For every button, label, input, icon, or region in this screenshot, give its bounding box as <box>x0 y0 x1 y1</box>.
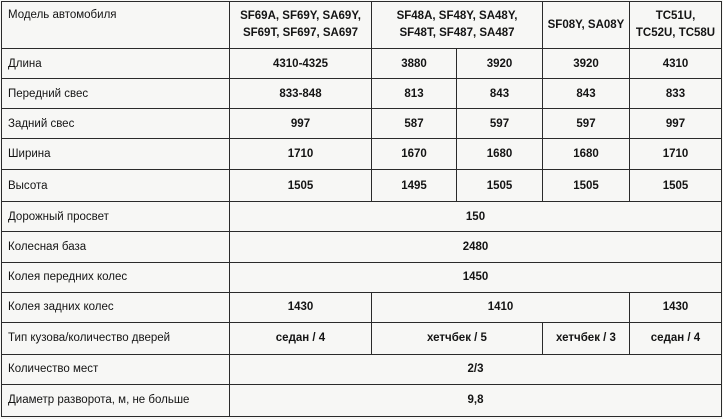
cell-value: 833 <box>630 79 722 109</box>
row-label: Высота <box>2 170 230 202</box>
cell-value: 587 <box>372 109 457 139</box>
cell-value: 1680 <box>457 139 543 170</box>
cell-value: 1410 <box>372 292 630 322</box>
cell-value: 1505 <box>543 170 630 202</box>
header-group-sf69-line1: SF69A, SF69Y, SA69Y, <box>240 10 361 23</box>
table-row-seats <box>2 354 722 384</box>
table-row-turning-diameter <box>2 384 722 416</box>
cell-value: 997 <box>230 109 372 139</box>
header-group-sf48-line2: SF48T, SF487, SA487 <box>399 27 515 40</box>
cell-value: 3920 <box>543 49 630 79</box>
header-group-tc5x <box>630 2 722 49</box>
table-row-rear-overhang <box>2 109 722 139</box>
table-row-body-type <box>2 322 722 354</box>
cell-value: 3920 <box>457 49 543 79</box>
cell-value: 1450 <box>230 262 722 292</box>
row-label: Дорожный просвет <box>2 202 230 232</box>
table-row-height <box>2 170 722 202</box>
cell-value: седан / 4 <box>630 322 722 354</box>
row-label: Диаметр разворота, м, не больше <box>2 384 230 416</box>
header-group-sf48 <box>372 2 543 49</box>
row-label: Ширина <box>2 139 230 170</box>
header-group-sf08 <box>543 2 630 49</box>
table-row-rear-track <box>2 292 722 322</box>
header-group-sf08-line1: SF08Y, SA08Y <box>547 18 625 31</box>
cell-value: 1505 <box>630 170 722 202</box>
cell-value: 843 <box>457 79 543 109</box>
row-label: Колесная база <box>2 232 230 262</box>
cell-value: 1710 <box>230 139 372 170</box>
header-group-sf48-line1: SF48A, SF48Y, SA48Y, <box>396 10 518 23</box>
cell-value: 833-848 <box>230 79 372 109</box>
cell-value: 597 <box>543 109 630 139</box>
vehicle-spec-table <box>1 1 722 417</box>
row-label: Колея задних колес <box>2 292 230 322</box>
cell-value: седан / 4 <box>230 322 372 354</box>
header-group-tc5x-line2: TC52U, TC58U <box>635 27 716 40</box>
table-row-width <box>2 139 722 170</box>
header-group-tc5x-line1: TC51U, <box>655 10 696 23</box>
table-row-ground-clearance <box>2 202 722 232</box>
cell-value: 597 <box>457 109 543 139</box>
cell-value: 2/3 <box>230 354 722 384</box>
header-model-label: Модель автомобиля <box>2 2 230 49</box>
cell-value: 813 <box>372 79 457 109</box>
cell-value: 4310-4325 <box>230 49 372 79</box>
cell-value: 843 <box>543 79 630 109</box>
row-label: Тип кузова/количество дверей <box>2 322 230 354</box>
cell-value: 1670 <box>372 139 457 170</box>
cell-value: 1505 <box>230 170 372 202</box>
table-row-wheelbase <box>2 232 722 262</box>
cell-value: 1430 <box>630 292 722 322</box>
table-row-length <box>2 49 722 79</box>
cell-value: 150 <box>230 202 722 232</box>
row-label: Колея передних колес <box>2 262 230 292</box>
cell-value: 1495 <box>372 170 457 202</box>
cell-value: 997 <box>630 109 722 139</box>
table-row-front-overhang <box>2 79 722 109</box>
cell-value: 9,8 <box>230 384 722 416</box>
row-label: Передний свес <box>2 79 230 109</box>
table-row-front-track <box>2 262 722 292</box>
row-label: Количество мест <box>2 354 230 384</box>
cell-value: 1430 <box>230 292 372 322</box>
row-label: Длина <box>2 49 230 79</box>
header-group-sf69-line2: SF69T, SF697, SA697 <box>242 27 359 40</box>
row-label: Задний свес <box>2 109 230 139</box>
cell-value: хетчбек / 3 <box>543 322 630 354</box>
cell-value: 1710 <box>630 139 722 170</box>
cell-value: 2480 <box>230 232 722 262</box>
cell-value: 1505 <box>457 170 543 202</box>
header-group-sf69 <box>230 2 372 49</box>
cell-value: 1680 <box>543 139 630 170</box>
table-header-row <box>2 2 722 49</box>
cell-value: 4310 <box>630 49 722 79</box>
cell-value: 3880 <box>372 49 457 79</box>
cell-value: хетчбек / 5 <box>372 322 543 354</box>
